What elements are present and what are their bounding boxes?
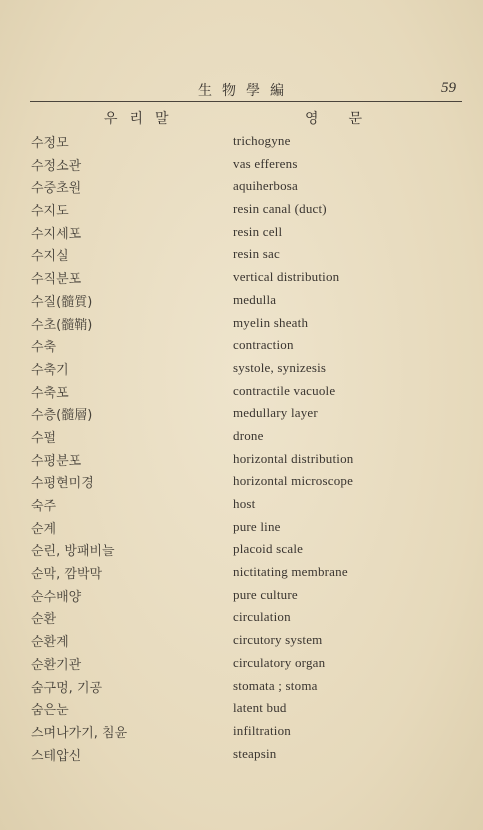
english-term: horizontal microscope xyxy=(233,473,354,489)
glossary-row xyxy=(0,312,483,335)
english-term: resin cell xyxy=(233,223,283,239)
glossary-row xyxy=(0,720,483,743)
english-term: contractile vacuole xyxy=(233,382,336,398)
english-term: pure culture xyxy=(233,586,298,602)
english-term: drone xyxy=(233,427,264,443)
glossary-row xyxy=(0,357,483,380)
glossary-row xyxy=(0,584,483,607)
glossary-row xyxy=(0,561,483,584)
english-term: latent bud xyxy=(233,700,287,716)
korean-term: 수중초원 xyxy=(31,181,82,197)
english-term: stomata ; stoma xyxy=(233,677,318,693)
glossary-row xyxy=(0,243,483,266)
english-term: trichogyne xyxy=(233,133,291,148)
korean-term: 수층(髓層) xyxy=(31,408,93,424)
korean-term: 순막, 깜박막 xyxy=(31,567,103,583)
glossary-row xyxy=(0,470,483,493)
english-term: infiltration xyxy=(233,722,291,738)
page-number: 59 xyxy=(441,80,456,96)
column-header-english: 영문 xyxy=(305,111,393,127)
glossary-row xyxy=(0,221,483,244)
glossary-row xyxy=(0,448,483,471)
korean-term: 수평현미경 xyxy=(31,476,94,492)
glossary-row xyxy=(0,697,483,720)
korean-term: 숨구멍, 기공 xyxy=(31,680,103,696)
glossary-row xyxy=(0,266,483,289)
glossary-row xyxy=(0,425,483,448)
glossary-row xyxy=(0,153,483,176)
korean-term: 숙주 xyxy=(31,499,57,514)
glossary-row xyxy=(0,516,483,539)
english-term: steapsin xyxy=(233,745,277,761)
korean-term: 수축포 xyxy=(31,385,69,401)
korean-term: 순환 xyxy=(31,612,57,628)
korean-term: 스며나가기, 침윤 xyxy=(31,725,128,741)
korean-term: 수지도 xyxy=(31,204,69,220)
korean-term: 수평분포 xyxy=(31,453,82,469)
glossary-row xyxy=(0,289,483,312)
korean-term: 순린, 방패비늘 xyxy=(31,544,115,560)
english-term: placoid scale xyxy=(233,541,304,557)
glossary-row xyxy=(0,380,483,403)
english-term: circulation xyxy=(233,609,291,625)
english-term: medulla xyxy=(233,291,277,307)
glossary-row xyxy=(0,130,483,153)
english-term: horizontal distribution xyxy=(233,450,354,466)
glossary-row xyxy=(0,334,483,357)
english-term: systole, synizesis xyxy=(233,359,327,375)
glossary-row xyxy=(0,606,483,629)
glossary-row xyxy=(0,652,483,675)
english-term: resin canal (duct) xyxy=(233,201,327,217)
english-term: circutory system xyxy=(233,632,323,648)
korean-term: 수정소관 xyxy=(31,158,82,174)
glossary-row xyxy=(0,743,483,766)
english-term: myelin sheath xyxy=(233,314,309,330)
korean-term: 수질(髓質) xyxy=(31,294,93,310)
english-term: pure line xyxy=(233,518,281,534)
english-term: medullary layer xyxy=(233,405,318,421)
glossary-row xyxy=(0,493,483,516)
korean-term: 순환기관 xyxy=(31,657,82,673)
english-term: contraction xyxy=(233,337,294,353)
korean-term: 스테압신 xyxy=(31,748,82,764)
header-rule xyxy=(30,101,462,102)
glossary-row xyxy=(0,198,483,221)
korean-term: 순환계 xyxy=(31,635,69,651)
english-term: aquiherbosa xyxy=(233,178,299,194)
english-term: host xyxy=(233,496,256,511)
korean-term: 수지세포 xyxy=(31,226,82,242)
header-title: 生物學編 xyxy=(198,83,294,99)
english-term: nictitating membrane xyxy=(233,564,348,580)
page-header xyxy=(30,78,462,100)
korean-term: 순수배양 xyxy=(31,589,82,605)
english-term: vas efferens xyxy=(233,155,298,171)
glossary-row xyxy=(0,175,483,198)
korean-term: 숨은눈 xyxy=(31,703,69,719)
korean-term: 수축 xyxy=(31,340,57,356)
english-term: resin sac xyxy=(233,246,280,262)
glossary-list xyxy=(0,130,483,765)
korean-term: 수지실 xyxy=(31,249,69,265)
korean-term: 수축기 xyxy=(31,362,69,378)
glossary-row xyxy=(0,538,483,561)
english-term: circulatory organ xyxy=(233,654,326,670)
korean-term: 수초(髓鞘) xyxy=(31,317,93,333)
glossary-row xyxy=(0,675,483,698)
korean-term: 수펄 xyxy=(31,430,57,446)
korean-term: 수직분포 xyxy=(31,272,82,288)
korean-term: 수정모 xyxy=(31,136,69,151)
column-header-korean: 우리말 xyxy=(104,111,181,127)
glossary-row xyxy=(0,629,483,652)
glossary-row xyxy=(0,402,483,425)
korean-term: 순계 xyxy=(31,521,57,537)
english-term: vertical distribution xyxy=(233,269,340,285)
